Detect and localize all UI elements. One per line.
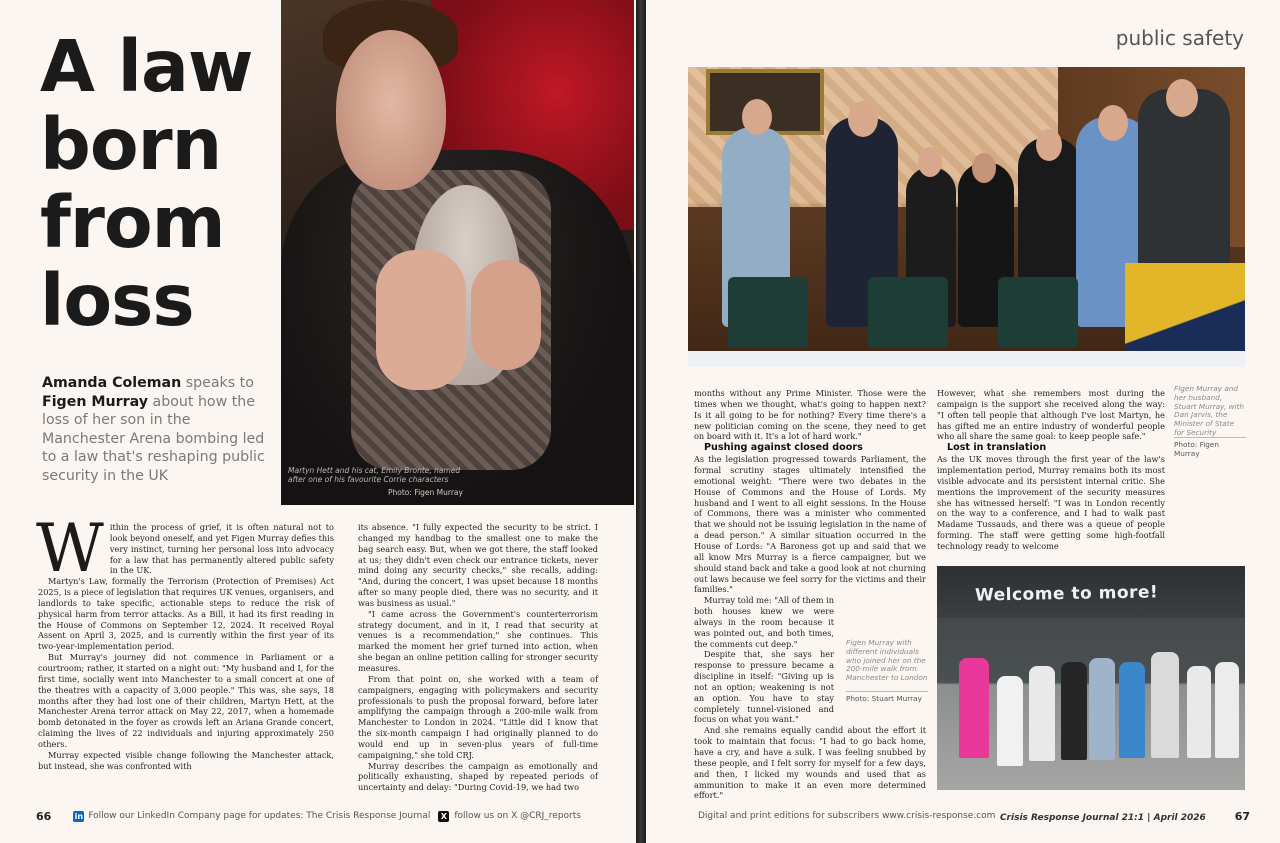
paragraph: months without any Prime Minister. Those were the times when we thought, what's going to happen next? Is it all going to be for nothing? Every time there's a new politician coming on the scene, they need to get on board with it. It's a lot of hard work.": [694, 388, 926, 442]
paragraph: Murray describes the campaign as emotionally and politically exhausting, shaped by repeated periods of uncertainty and delay: "During Covid-19, we had two: [358, 760, 598, 793]
paragraph: And she remains equally candid about the effort it took to maintain that focus: "I had to go back home, have a cry, and have a sulk. I was feeling snubbed by these people, and I felt sorry for myself for a few days, and then, I licked my wounds and used that as ammunition to make it an even more determined effort.": [694, 725, 926, 801]
standfirst: [42, 374, 272, 486]
author-name: Amanda Coleman: [42, 375, 182, 391]
body-column-3: [694, 388, 926, 801]
person-head: [848, 101, 878, 137]
group-photo-credit: Photo: Figen Murray: [1174, 437, 1246, 458]
face: [336, 30, 446, 190]
paragraph: Murray told me: "All of them in both houses knew we were always in the room because it was pointed out, and both times, the comments cut deep.": [694, 595, 834, 649]
person-head: [972, 153, 996, 183]
linkedin-icon[interactable]: in: [74, 811, 84, 821]
journal-issue: Crisis Response Journal 21:1 | April 2026: [999, 812, 1206, 823]
paragraph: its absence. "I fully expected the security to be strict. I changed my handbag to the smallest one to make the bag search easy. But, when we got there, the staff looked at us; they didn't even check our entrance tickets, never mind doing any security checks," she recalls, adding: "And, during the concert, I was upset because 18 months after so many people died, there was no security, and it was business as usual.": [358, 522, 598, 608]
left-page: [0, 0, 636, 843]
subheading: Pushing against closed doors: [704, 442, 863, 454]
paragraph: "I came across the Government's counterterrorism strategy document, and in it, I read that security at venues is a recommendation," she continues. This marked the moment her grief turned into action, when she began an online petition calling for stronger security measures.: [358, 608, 598, 673]
right-page: [646, 0, 1280, 843]
paragraph: Despite that, she says her response to pressure became a discipline in itself: "Giving up is not an option; weakening is not an option. You have to stay completely tunnel-visioned and focus on what you want.": [694, 649, 834, 725]
chair: [728, 277, 808, 347]
chair: [868, 277, 948, 347]
body-column-4: [937, 388, 1165, 552]
section-label: public safety: [1115, 26, 1244, 50]
paragraph: As the legislation progressed towards Parliament, the formal scrutiny stages ultimately intensified the emotional weight: "There were two debates in the House of Commons and the House of Lords. My husband and I went to all eight sessions. In the House of Commons, there was a minister who commented that we should not be issuing legislation in the name of a dead person." A similar situation occurred in the House of Lords: "A Baroness got up and said that we all know Mrs Murray is a fierce campaigner, but we should stand back and take a good look at not churning out laws because we feel sorry for the victims and their families.": [694, 454, 926, 595]
headline: A law born from loss: [40, 25, 253, 342]
walker: [1119, 662, 1145, 758]
person-head: [1098, 105, 1128, 141]
person-head: [1166, 79, 1198, 117]
subheading: Lost in translation: [947, 442, 1047, 454]
walker: [1151, 652, 1179, 758]
table-edge: [688, 351, 1245, 367]
left-footer: [36, 806, 596, 826]
paragraph: ithin the process of grief, it is often natural not to look beyond oneself, and yet Figen Murray defies this very instinct, turning her personal loss into advocacy for a law that has permanently altered public safety in the UK.: [109, 522, 334, 576]
x-link[interactable]: follow us on X @CRJ_reports: [454, 811, 581, 821]
group-photo-caption: Figen Murray and her husband, Stuart Murray, with Dan Jarvis, the Minister of State for Security: [1174, 384, 1245, 437]
walker: [1187, 666, 1211, 758]
subscribe-link[interactable]: Digital and print editions for subscribers www.crisis-response.com: [698, 811, 996, 821]
page-number: 67: [1234, 809, 1250, 823]
paragraph: Murray expected visible change following the Manchester attack, but instead, she was confronted with: [38, 749, 334, 771]
photo-credit: Photo: Figen Murray: [388, 488, 463, 497]
walker: [1089, 658, 1115, 760]
subject-name: Figen Murray: [42, 393, 148, 410]
x-icon[interactable]: X: [438, 811, 449, 822]
paragraph: From that point on, she worked with a team of campaigners, engaging with policymakers and security professionals to push the proposal forward, before later amplifying the campaign through a 200-mile walk from Manchester to London in 2024. "Little did I know that the six-month campaign I had originally planned to do would end up in seven-plus years of full-time campaigning," she told CRJ.: [358, 673, 598, 760]
paragraph: As the UK moves through the first year of the law's implementation period, Murray remains both its most visible advocate and its persistent internal critic. She mentions the improvement of the security measures she has witnessed herself: "I was in London recently on the way to a conference, and I had to walk past Madame Tussauds, and there was a queue of people forming. The staff were getting some high-footfall technology ready to welcome: [937, 454, 1165, 551]
standfirst-text-2: about how the loss of her son in the Manchester Arena bombing led to a law that's reshaping public security in the UK: [42, 393, 265, 484]
page-number: 66: [36, 809, 52, 823]
paragraph: However, what she remembers most during the campaign is the support she received along the way: "I often tell people that although I've lost Martyn, he has gifted me an entire industry of wonderful people who all share the same goal: to keep people safe.": [937, 388, 1165, 442]
street-photo-credit: Photo: Stuart Murray: [846, 691, 928, 703]
body-column-2: [358, 522, 598, 793]
linkedin-link[interactable]: Follow our LinkedIn Company page for updates: The Crisis Response Journal: [88, 811, 431, 821]
body-column-1: [36, 510, 334, 771]
walker: [1029, 666, 1055, 761]
drop-cap: W: [36, 510, 104, 587]
street-photo: [937, 566, 1245, 790]
flag-drape: [1125, 263, 1245, 353]
portrait-photo: [281, 0, 634, 505]
walker: [1061, 662, 1087, 760]
photo-caption: Martyn Hett and his cat, Emily Bronte, named after one of his favourite Corrie characters: [288, 466, 461, 484]
walker: [959, 658, 989, 758]
chair: [998, 277, 1078, 347]
welcome-sign: Welcome to more!: [974, 582, 1159, 606]
walker: [997, 676, 1023, 766]
green-chairs: [728, 277, 1088, 347]
group-photo: [688, 67, 1245, 367]
walker: [1215, 662, 1239, 758]
right-footer: [698, 806, 1250, 826]
standfirst-text-1: speaks to: [181, 375, 254, 391]
person-head: [918, 147, 942, 177]
paragraph: But Murray's journey did not commence in Parliament or a courtroom; rather, it started on a night out: "My husband and I, for the first time, socially went into Manchester to a small concert at one of the theatres with a capacity of 3,000 people." This was, she says, 18 months after they had lost one of their children, Martyn Hett, at the Manchester Arena terror attack on May 22, 2017, when a homemade bomb detonated in the foyer as crowds left an Ariana Grande concert, claiming the lives of 22 individuals and injuring approximately 250 others.: [38, 652, 334, 749]
hand: [471, 260, 541, 370]
spine-gutter: [636, 0, 646, 843]
street-photo-caption: Figen Murray with different individuals who joined her on the 200-mile walk from Manchester to London: [846, 638, 928, 683]
person-head: [1036, 129, 1062, 161]
paragraph: Martyn's Law, formally the Terrorism (Protection of Premises) Act 2025, is a piece of legislation that requires UK venues, organisers, and landlords to take specific, actionable steps to reduce the risk of physical harm from terror attacks. As a Bill, it had its first reading in the House of Commons on September 12, 2024. It received Royal Assent on April 3, 2025, and is currently within the first year of its two-year-implementation period.: [38, 576, 334, 652]
hand: [376, 250, 466, 390]
person-head: [742, 99, 772, 135]
